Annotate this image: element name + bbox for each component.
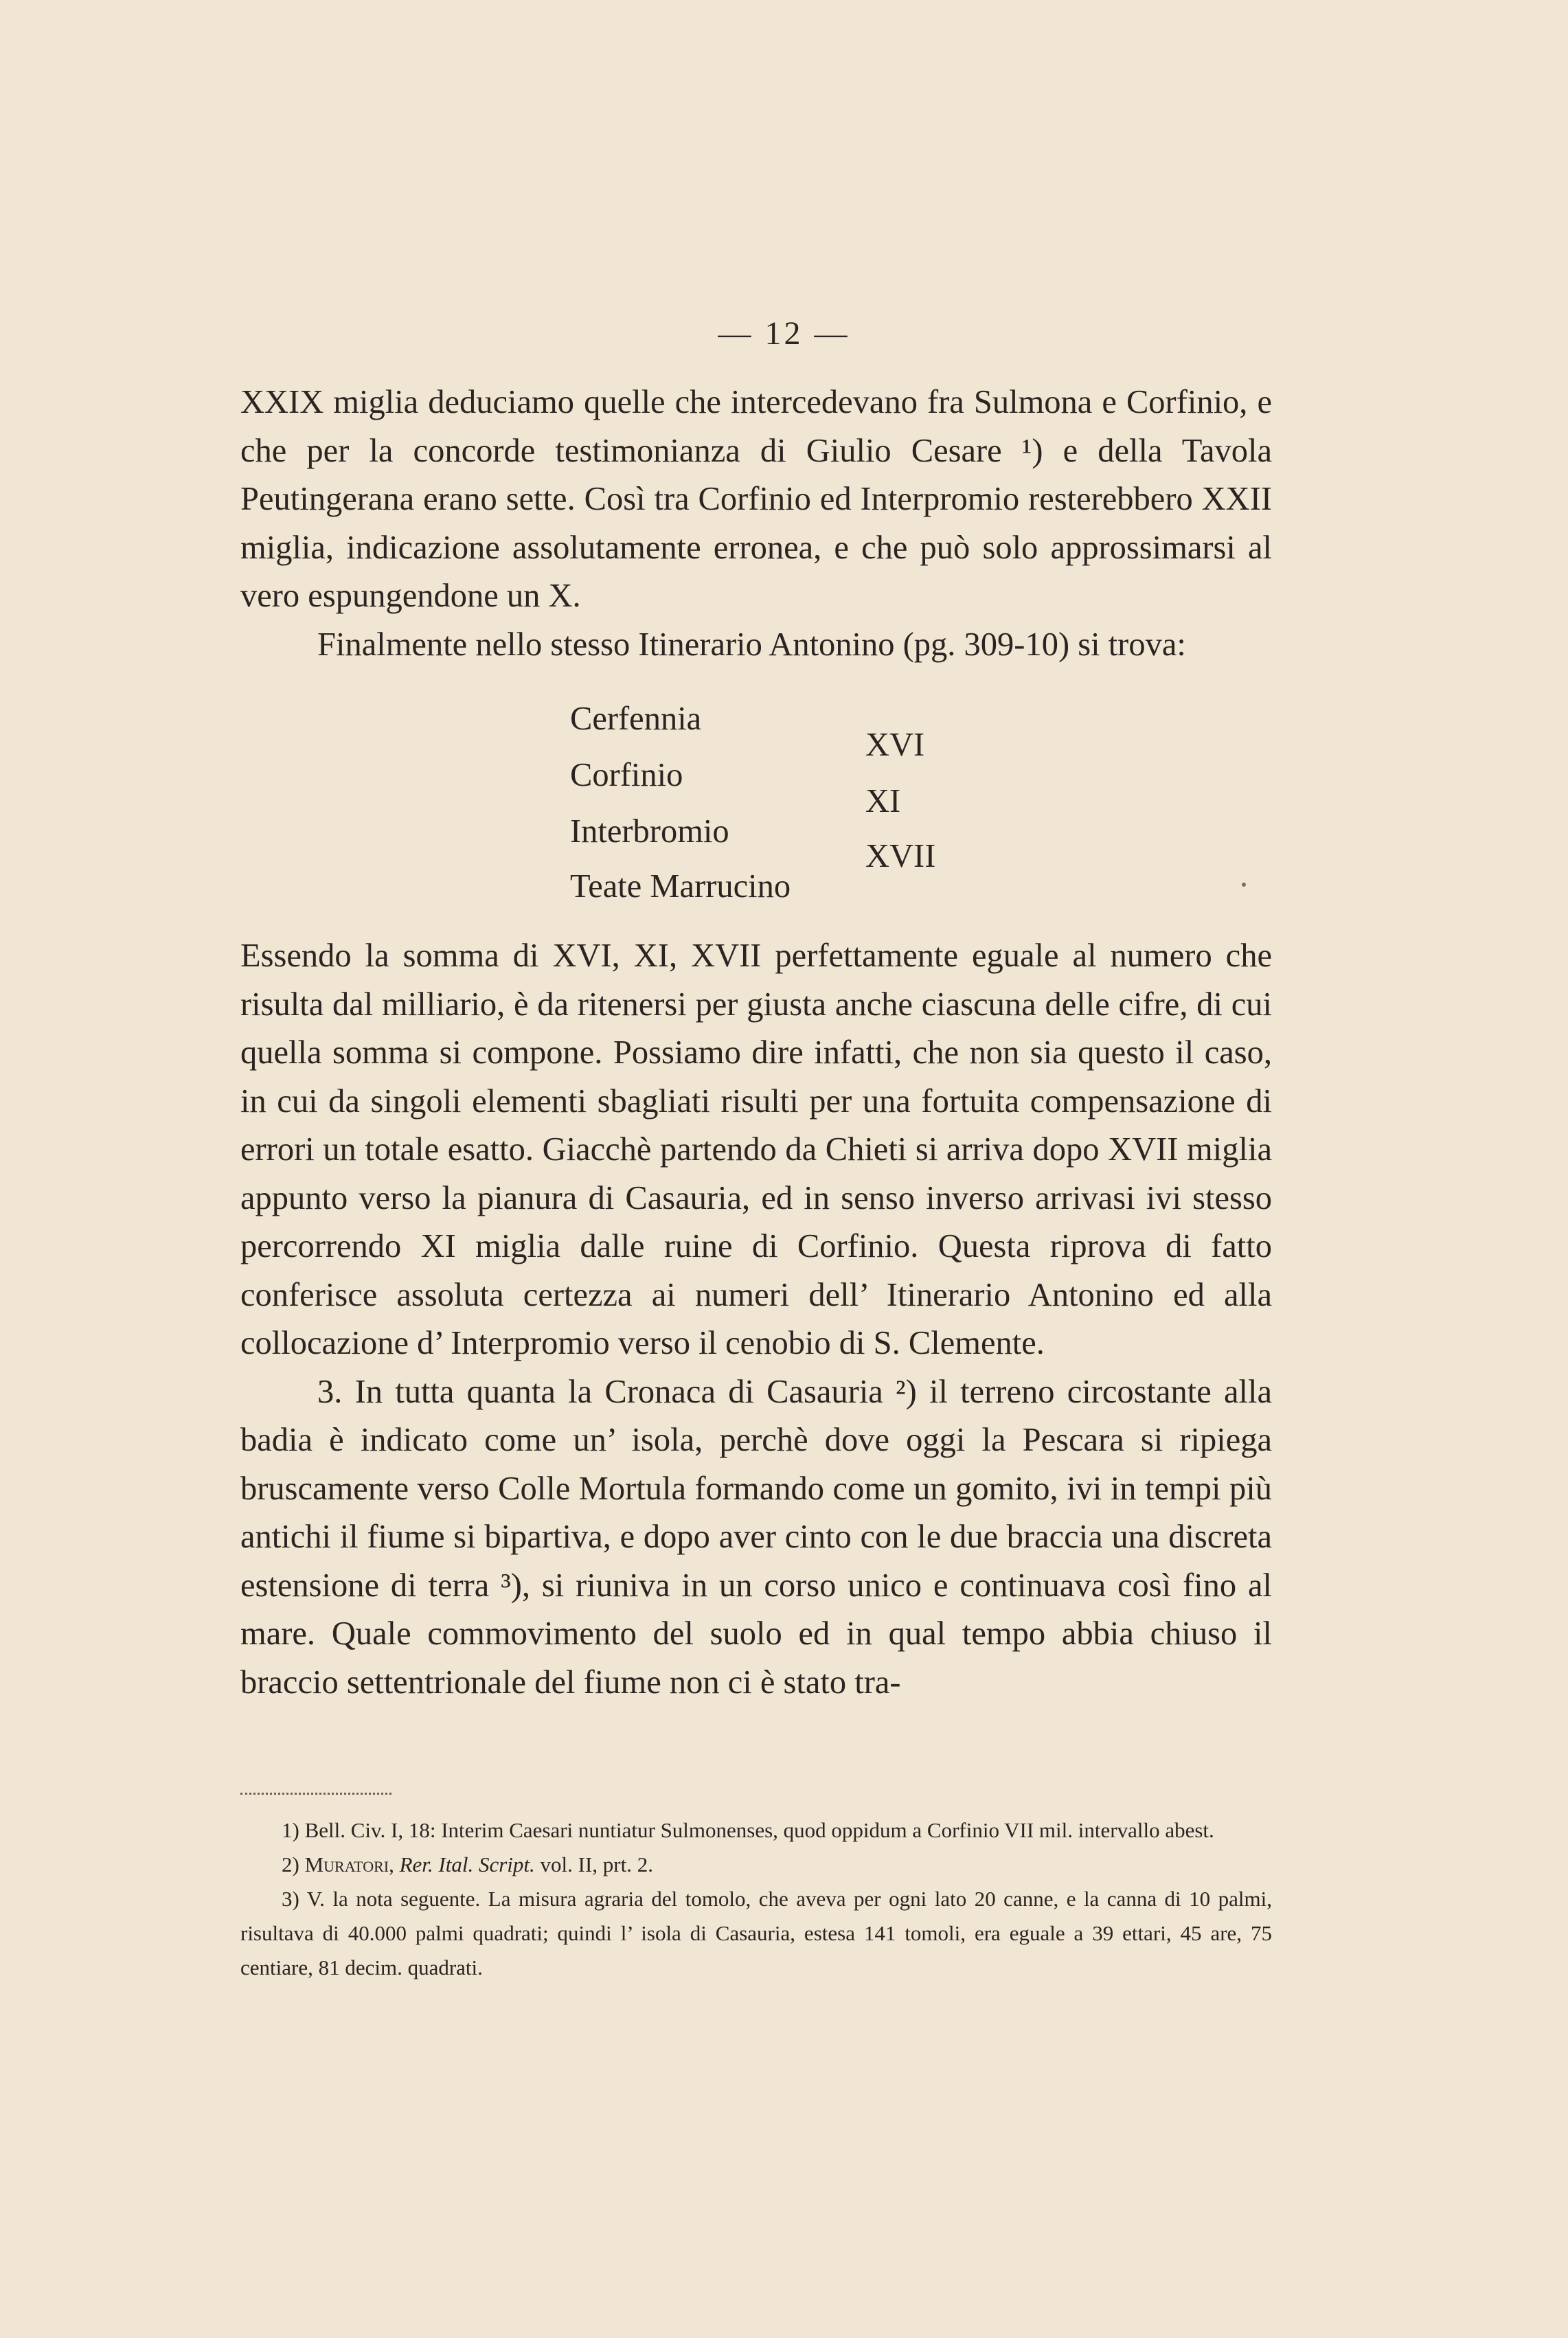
paragraph: 3. In tutta quanta la Cronaca di Casauria ²) il terreno circostante alla badia è indicato come un’ isola, perchè dove oggi la Pescara si ripiega bruscamente verso Colle Mortula formando come un gomito, ivi in tempi più antichi il fiume si bipartiva, e dopo aver cinto con le due braccia una discreta estensione di terra ³), si riuniva in un corso unico e continuava così fino al mare. Quale commovimento del suolo ed in qual tempo abbia chiuso il braccio settentrionale del fiume non ci è stato tra-	[240, 1373, 1272, 1701]
footnote-1: 1) Bell. Civ. I, 18: Interim Caesari nuntiatur Sulmonenses, quod oppidum a Corfinio VII mil. intervallo abest.	[282, 1818, 1214, 1842]
itinerary-distance: XVII	[865, 838, 936, 874]
itinerary-distance: XI	[865, 783, 901, 819]
footnote-2-work: Rer. Ital. Script.	[399, 1852, 535, 1876]
body-text-top	[240, 378, 1272, 669]
footnote-3: 3) V. la nota seguente. La misura agraria del tomolo, che aveva per ogni lato 20 canne, e la canna di 10 palmi, risultava di 40.000 palmi quadrati; quindi l’ isola di Casauria, estesa 141 tomoli, era eguale a 39 ettari, 45 are, 75 centiare, 81 decim. quadrati.	[240, 1887, 1272, 1979]
paper-speck	[1242, 883, 1246, 887]
body-text-bottom	[240, 932, 1272, 1707]
paragraph: Finalmente nello stesso Itinerario Antonino (pg. 309-10) si trova:	[317, 626, 1186, 663]
paragraph: Essendo la somma di XVI, XI, XVII perfettamente eguale al numero che risulta dal milliario, è da ritenersi per giusta anche ciascuna delle cifre, di cui quella somma si compone. Possiamo dire infatti, che non sia questo il caso, in cui da singoli elementi sbagliati risulti per una fortuita compensazione di errori un totale esatto. Giacchè partendo da Chieti si arriva dopo XVII miglia appunto verso la pianura di Casauria, ed in senso inverso arrivasi ivi stesso percorrendo XI miglia dalle ruine di Corfinio. Questa riprova di fatto conferisce assoluta certezza ai numeri dell’ Itinerario Antonino ed alla collocazione d’ Interpromio verso il cenobio di S. Clemente.	[240, 938, 1272, 1361]
paragraph: XXIX miglia deduciamo quelle che intercedevano fra Sulmona e Corfinio, e che per la concorde testimonianza di Giulio Cesare ¹) e della Tavola Peutingerana erano sette. Così tra Corfinio ed Interpromio resterebbero XXII miglia, indicazione assolutamente erronea, e che può solo approssimarsi al vero espungendone un X.	[240, 384, 1272, 614]
page-number: — 12 —	[718, 315, 850, 352]
footnotes	[240, 1813, 1272, 1985]
itinerary-place: Teate Marrucino	[570, 868, 791, 905]
itinerary-place: Corfinio	[570, 757, 683, 793]
footnote-2-rest: vol. II, prt. 2.	[534, 1852, 653, 1876]
itinerary-place: Interbromio	[570, 813, 729, 850]
footnote-2	[240, 1848, 1272, 1882]
footnote-separator	[240, 1793, 391, 1795]
footnote-2-number: 2)	[282, 1852, 305, 1876]
footnote-2-author: Muratori	[304, 1852, 389, 1876]
itinerary-distance: XVI	[865, 727, 925, 763]
footnote-2-separator: ,	[389, 1852, 400, 1876]
itinerary-place: Cerfennia	[570, 701, 702, 737]
itinerary-table	[570, 690, 982, 910]
